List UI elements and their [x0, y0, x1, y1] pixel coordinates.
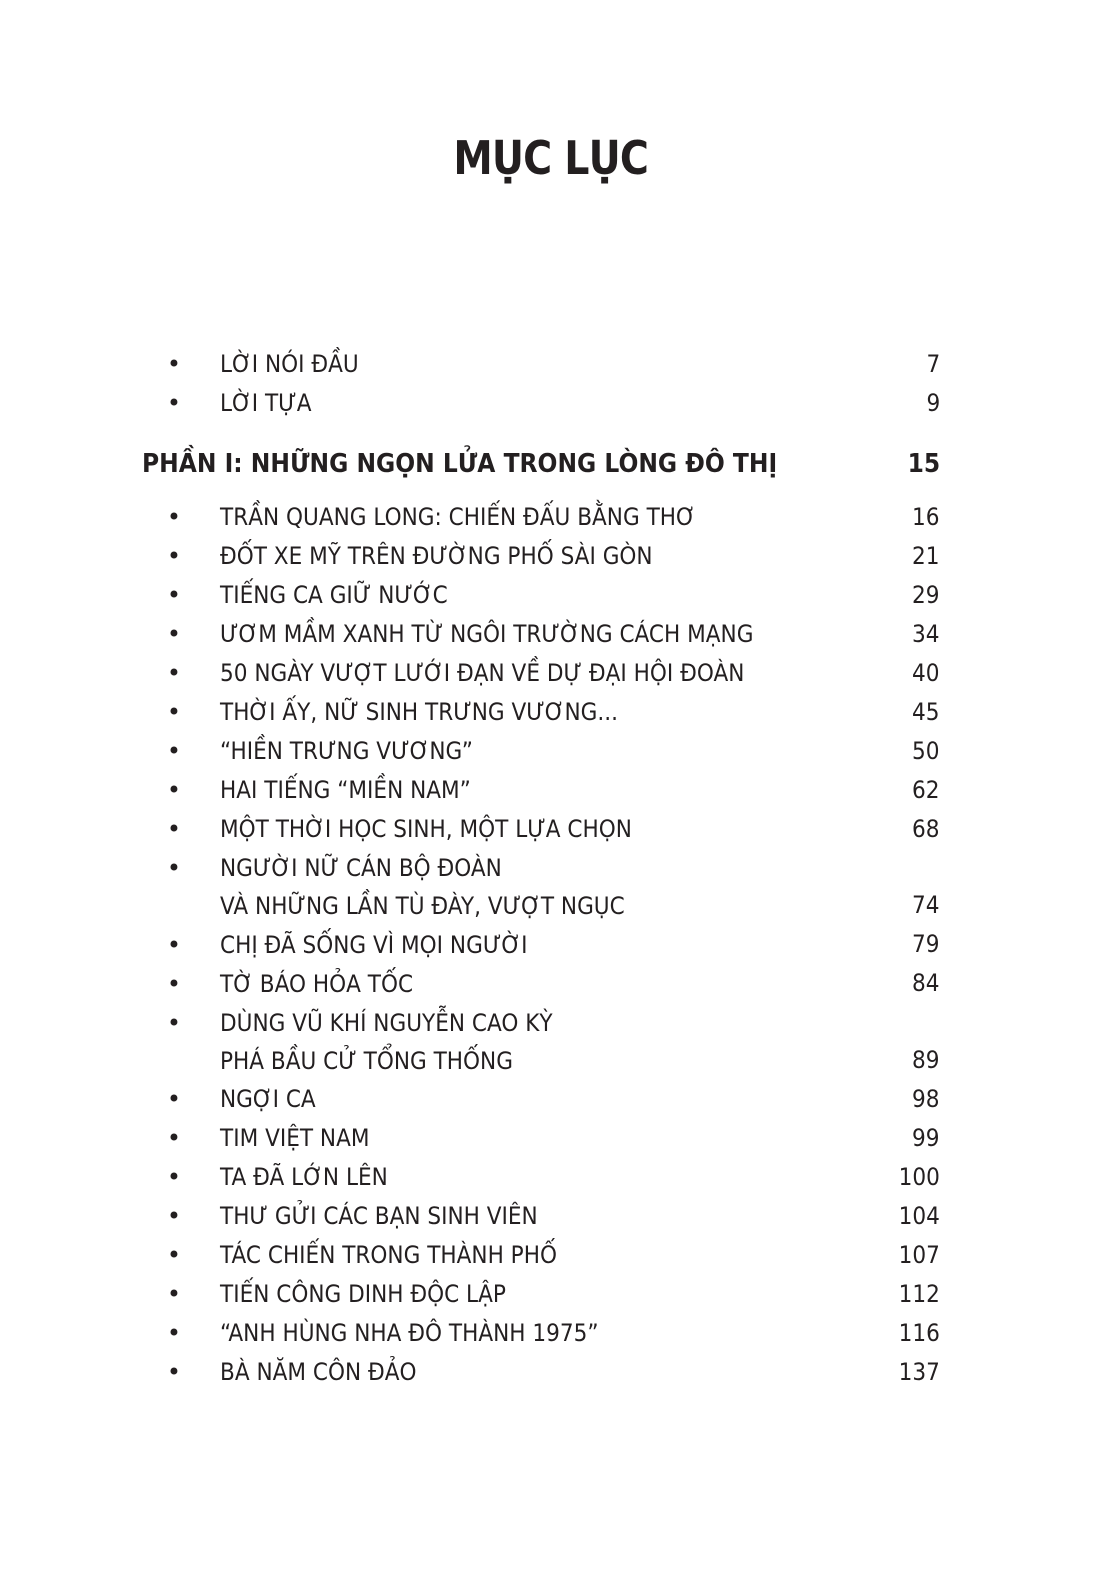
- toc-entry: [0, 1353, 1103, 1391]
- toc-entry: [0, 926, 1103, 964]
- toc-page-number: 104: [898, 1201, 940, 1230]
- toc-page-number: 84: [912, 969, 940, 997]
- toc-page-number: 21: [912, 541, 940, 570]
- toc-entry: [0, 576, 1103, 614]
- toc-entry-title-line: NGỢI CA: [220, 1085, 316, 1113]
- toc-entry-title-line: CHỊ ĐÃ SỐNG VÌ MỌI NGƯỜI: [220, 930, 528, 959]
- toc-entry: [0, 693, 1103, 731]
- toc-entry-title: LỜI TỰA: [220, 389, 312, 417]
- toc-entry-title-line: TIẾNG CA GIỮ NƯỚC: [220, 581, 448, 609]
- toc-entry-title-line: ĐỐT XE MỸ TRÊN ĐƯỜNG PHỐ SÀI GÒN: [220, 542, 653, 570]
- toc-entry: [0, 965, 1103, 1003]
- toc-entry: [0, 849, 1103, 924]
- toc-entry-title: [220, 849, 625, 925]
- toc-page-number: 99: [912, 1123, 940, 1152]
- toc-entry-title-line: PHÁ BẦU CỬ TỔNG THỐNG: [220, 1046, 513, 1075]
- toc-entry-title: [220, 1004, 553, 1080]
- toc-entry: [0, 810, 1103, 848]
- toc-entry: [0, 498, 1103, 536]
- toc-page-number: 116: [898, 1318, 940, 1347]
- bullet-icon: •: [166, 1124, 182, 1152]
- toc-entry-title: [220, 965, 413, 1003]
- toc-entry: [0, 1158, 1103, 1196]
- toc-entry: [0, 1275, 1103, 1313]
- toc-entry-title-line: BÀ NĂM CÔN ĐẢO: [220, 1358, 417, 1386]
- toc-page-number: 68: [912, 814, 940, 843]
- toc-page-number: 50: [912, 736, 940, 765]
- bullet-icon: •: [166, 698, 182, 726]
- bullet-icon: •: [166, 620, 182, 648]
- toc-page-number: 9: [926, 389, 940, 417]
- toc-entry-title: [220, 1236, 557, 1274]
- toc-entry: [0, 654, 1103, 692]
- page-title: MỤC LỤC: [453, 131, 649, 185]
- toc-entry: [0, 1080, 1103, 1118]
- bullet-icon: •: [166, 1358, 182, 1386]
- bullet-icon: •: [166, 1280, 182, 1308]
- toc-entry-title: [220, 693, 618, 731]
- part-page-number: 15: [907, 449, 940, 479]
- toc-entry: [0, 1236, 1103, 1274]
- bullet-icon: •: [166, 659, 182, 687]
- bullet-icon: •: [166, 1008, 182, 1037]
- toc-entry-title-line: TIẾN CÔNG DINH ĐỘC LẬP: [220, 1280, 506, 1308]
- toc-entry-title-line: VÀ NHỮNG LẦN TÙ ĐÀY, VƯỢT NGỤC: [220, 892, 625, 920]
- toc-page-number: 100: [898, 1162, 940, 1191]
- bullet-icon: •: [166, 815, 182, 843]
- toc-entry-title-line: TIM VIỆT NAM: [220, 1124, 370, 1152]
- toc-entry: [0, 537, 1103, 575]
- toc-page-number: 40: [912, 658, 940, 687]
- bullet-icon: •: [166, 350, 182, 378]
- bullet-icon: •: [166, 969, 182, 998]
- toc-entry-title: LỜI NÓI ĐẦU: [220, 350, 359, 378]
- bullet-icon: •: [166, 581, 182, 609]
- bullet-icon: •: [166, 542, 182, 570]
- part-title: PHẦN I: NHỮNG NGỌN LỬA TRONG LÒNG ĐÔ THỊ: [142, 449, 778, 479]
- bullet-icon: •: [166, 1319, 182, 1347]
- toc-entry-title: [220, 654, 744, 692]
- bullet-icon: •: [166, 854, 182, 882]
- toc-page-number: 107: [898, 1240, 940, 1269]
- toc-entry-title: [220, 1158, 388, 1196]
- toc-entry-title: [220, 1119, 369, 1157]
- toc-page-number: 137: [898, 1357, 940, 1386]
- toc-entry-title-line: HAI TIẾNG “MIỀN NAM”: [220, 776, 471, 804]
- toc-entry-title: [220, 537, 653, 575]
- toc-entry-front-2: [0, 384, 1103, 422]
- toc-entry-title: [220, 576, 448, 614]
- toc-entry: [0, 615, 1103, 653]
- toc-entry-title: [220, 615, 753, 653]
- toc-page-number: 34: [912, 619, 940, 648]
- toc-entry-title-line: THƯ GỬI CÁC BẠN SINH VIÊN: [220, 1202, 538, 1230]
- toc-page-number: 29: [912, 580, 940, 609]
- toc-page-number: 45: [912, 697, 940, 726]
- bullet-icon: •: [166, 389, 182, 417]
- toc-entry-title-line: 50 NGÀY VƯỢT LƯỚI ĐẠN VỀ DỰ ĐẠI HỘI ĐOÀN: [220, 659, 745, 687]
- toc-entry: [0, 1004, 1103, 1079]
- toc-entry-title: [220, 810, 632, 848]
- toc-page-number: 7: [926, 350, 940, 378]
- bullet-icon: •: [166, 1085, 182, 1113]
- toc-page-number: 112: [898, 1279, 940, 1308]
- toc-entry-title-line: NGƯỜI NỮ CÁN BỘ ĐOÀN: [220, 854, 502, 882]
- toc-page-number: 74: [912, 891, 940, 919]
- toc-part-heading: [0, 442, 1103, 486]
- bullet-icon: •: [166, 503, 182, 531]
- toc-entry-title-line: TA ĐÃ LỚN LÊN: [220, 1163, 388, 1191]
- toc-entry-title-line: ƯƠM MẦM XANH TỪ NGÔI TRƯỜNG CÁCH MẠNG: [220, 620, 754, 648]
- toc-page-number: 98: [912, 1084, 940, 1113]
- toc-page-number: 16: [912, 502, 940, 531]
- toc-entry: [0, 1119, 1103, 1157]
- bullet-icon: •: [166, 930, 182, 959]
- toc-entry-title: [220, 1353, 417, 1391]
- toc-entry-title: [220, 1275, 506, 1313]
- toc-entry-title-line: DÙNG VŨ KHÍ NGUYỄN CAO KỲ: [220, 1008, 553, 1037]
- bullet-icon: •: [166, 1202, 182, 1230]
- toc-entry-title: [220, 1080, 316, 1118]
- bullet-icon: •: [166, 1241, 182, 1269]
- toc-entry: [0, 732, 1103, 770]
- toc-page-number: 89: [912, 1045, 940, 1074]
- toc-entry-title-line: “HIỀN TRƯNG VƯƠNG”: [220, 737, 473, 765]
- toc-entry-title-line: TRẦN QUANG LONG: CHIẾN ĐẤU BẰNG THƠ: [220, 503, 696, 531]
- bullet-icon: •: [166, 776, 182, 804]
- toc-entry-title-line: TÁC CHIẾN TRONG THÀNH PHỐ: [220, 1241, 557, 1269]
- toc-entry: [0, 1197, 1103, 1235]
- toc-entry: [0, 1314, 1103, 1352]
- toc-entry-title: [220, 498, 696, 536]
- toc-entry-title-line: MỘT THỜI HỌC SINH, MỘT LỰA CHỌN: [220, 815, 632, 843]
- toc-entry-title: [220, 771, 471, 809]
- toc-entry-title: [220, 926, 527, 964]
- toc-entry-front-1: [0, 345, 1103, 383]
- toc-entry-title: [220, 1197, 538, 1235]
- toc-entry-title: [220, 732, 473, 770]
- toc-entry: [0, 771, 1103, 809]
- toc-entry-title-line: “ANH HÙNG NHA ĐÔ THÀNH 1975”: [220, 1319, 599, 1347]
- toc-page-number: 62: [912, 775, 940, 804]
- bullet-icon: •: [166, 1163, 182, 1191]
- bullet-icon: •: [166, 737, 182, 765]
- toc-entry-title-line: TỜ BÁO HỎA TỐC: [220, 969, 414, 998]
- toc-entry-title-line: THỜI ẤY, NỮ SINH TRƯNG VƯƠNG...: [220, 698, 619, 726]
- toc-entry-title: [220, 1314, 599, 1352]
- toc-page-number: 79: [912, 930, 940, 958]
